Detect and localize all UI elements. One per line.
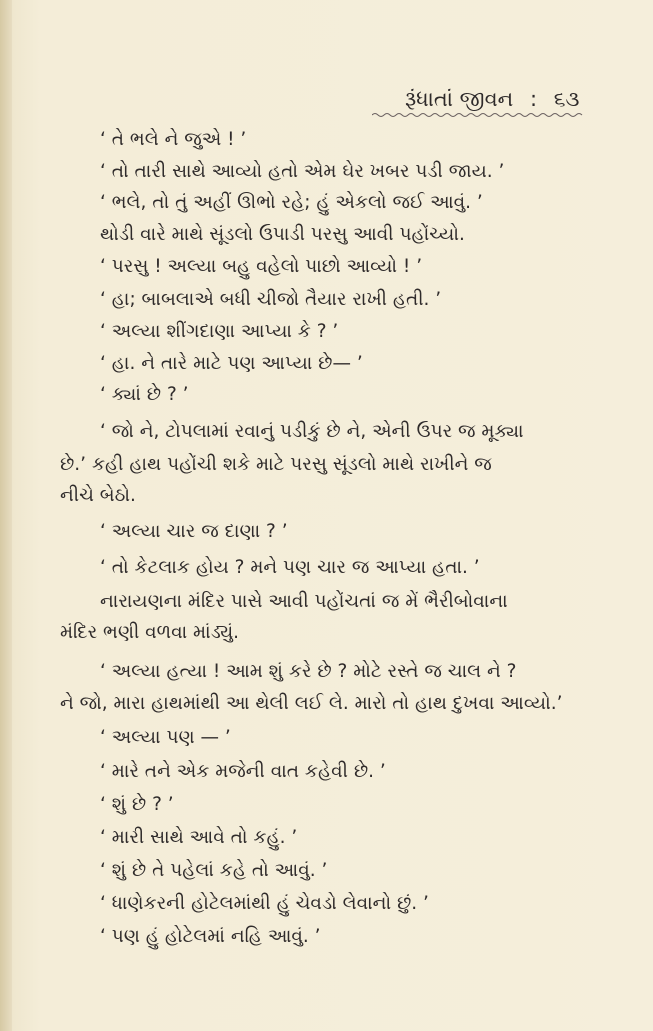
text-line: ‘ અલ્યા હત્યા ! આમ શું કરે છે ? મોટે રસ્તે જ ચાલ ને ? [100,661,517,682]
text-line: ‘ મારી સાથે આવે તો કહું. ’ [100,827,298,848]
header-wavy-rule [372,112,584,118]
text-line: ‘ મારે તને એક મજેની વાત કહેવી છે. ’ [100,761,386,782]
text-line: ‘ અલ્યા શીંગદાણા આપ્યા કે ? ’ [100,321,339,342]
running-header-text [405,86,605,112]
text-line: ‘ હા; બાબલાએ બધી ચીજો તૈયાર રાખી હતી. ’ [100,289,442,310]
text-line: ‘ હા. ને તારે માટે પણ આપ્યા છે— ’ [100,353,363,374]
page-spine-shadow [0,0,12,1031]
running-title: રૂંધાતાં જીવન [405,87,514,111]
text-line: થોડી વારે માથે સૂંડલો ઉપાડી પરસુ આવી પહોંચ્યો. [100,224,465,245]
text-line: ‘ શું છે તે પહેલાં કહે તો આવું. ’ [100,860,328,881]
text-line: ‘ તો તારી સાથે આવ્યો હતો એમ ઘેર ખબર પડી જાય. ’ [100,161,505,182]
text-line: ‘ શું છે ? ’ [100,794,174,815]
text-line: ‘ તે ભલે ને જુએ ! ’ [100,129,247,150]
text-line: નીચે બેઠો. [60,485,136,506]
text-line: ‘ પણ હું હોટેલમાં નહિ આવું. ’ [100,926,321,947]
text-line: ‘ તો કેટલાક હોય ? મને પણ ચાર જ આપ્યા હતા. ’ [100,557,480,578]
text-line: છે.’ કહી હાથ પહોંચી શકે માટે પરસુ સૂંડલો માથે રાખીને જ [60,454,492,475]
text-line: ને જો, મારા હાથમાંથી આ થેલી લઈ લે. મારો તો હાથ દુખવા આવ્યો.’ [60,693,563,714]
text-line: ‘ અલ્યા પણ — ’ [100,727,231,748]
text-line: ‘ ભલે, તો તું અહીં ઊભો રહે; હું એકલો જઈ આવું. ’ [100,192,483,213]
text-line: મંદિર ભણી વળવા માંડ્યું. [60,622,240,643]
page-number: ૬૩ [553,87,580,111]
text-line: ‘ ધાણેકરની હોટેલમાંથી હું ચેવડો લેવાનો છું. ’ [100,893,429,914]
header-separator: : [529,87,538,111]
text-line: ‘ ક્યાં છે ? ’ [100,384,189,405]
text-line: ‘ જો ને, ટોપલામાં રવાનું પડીકું છે ને, એની ઉપર જ મૂક્યા [100,421,524,442]
text-line: નારાયણના મંદિર પાસે આવી પહોંચતાં જ મેં ભૈરીબોવાના [100,591,508,612]
text-line: ‘ પરસુ ! અલ્યા બહુ વહેલો પાછો આવ્યો ! ’ [100,256,423,277]
text-line: ‘ અલ્યા ચાર જ દાણા ? ’ [100,521,288,542]
